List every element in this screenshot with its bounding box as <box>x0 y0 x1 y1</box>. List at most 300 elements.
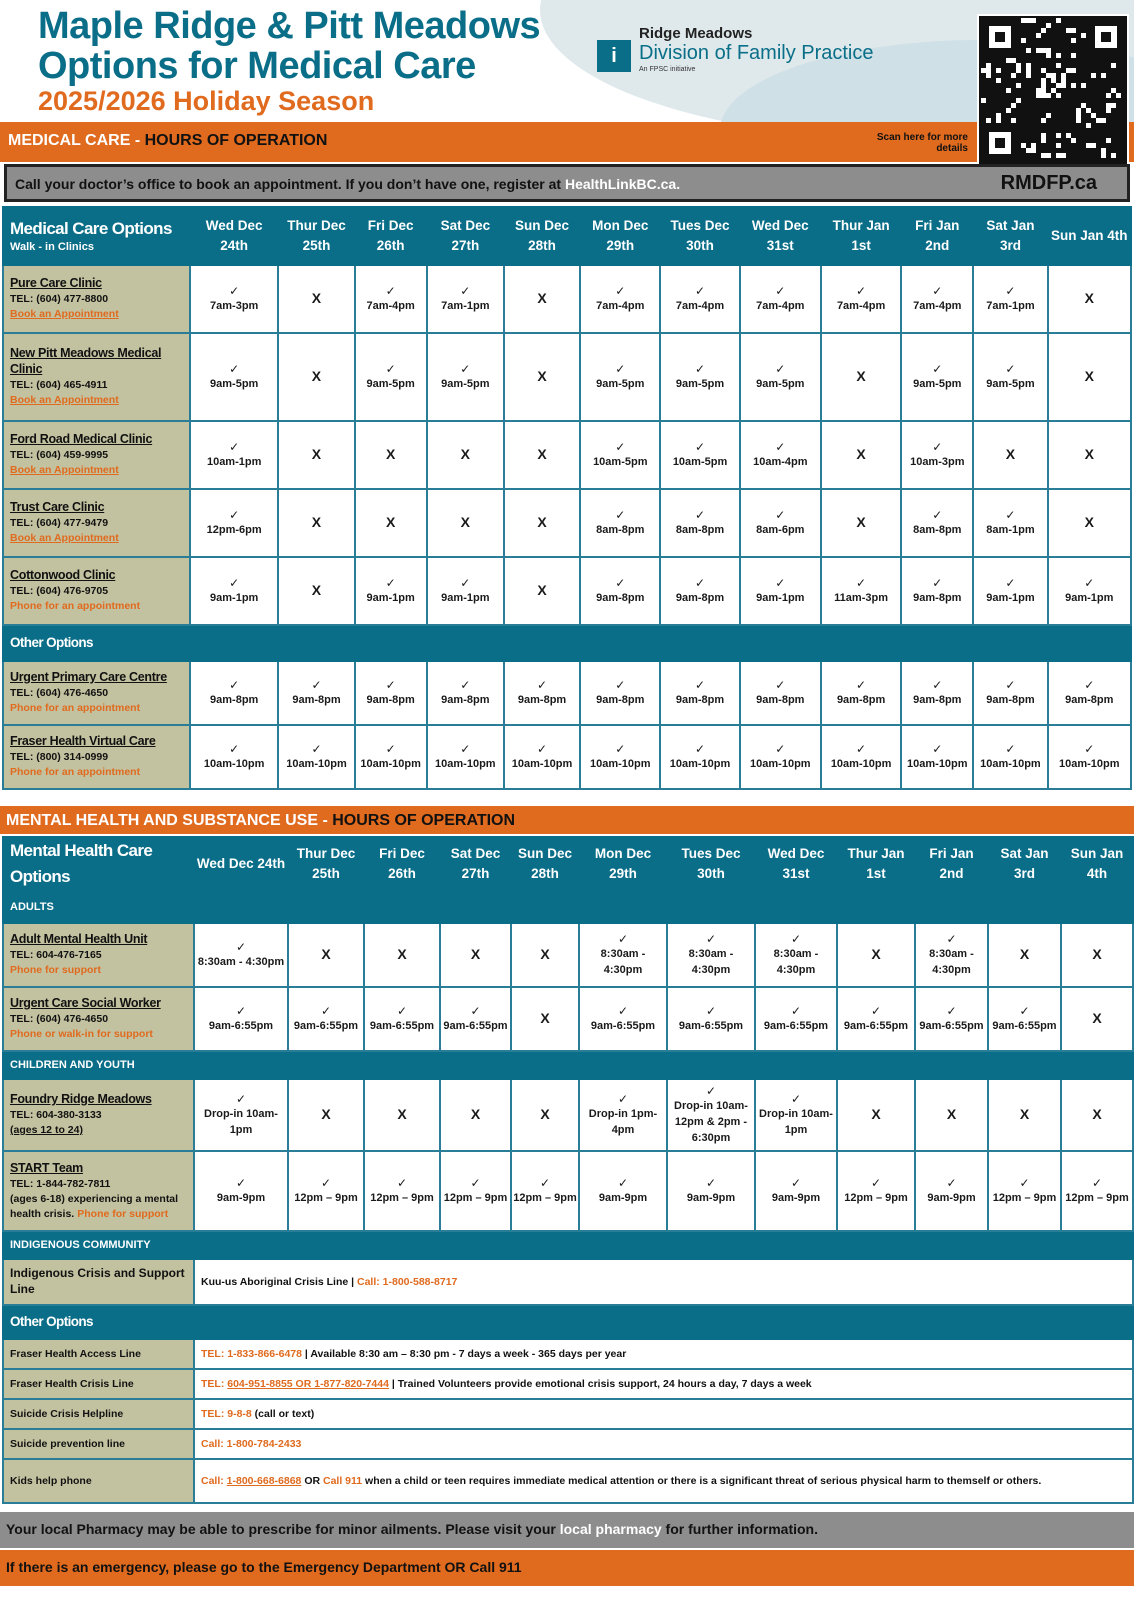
day-label: Fri Dec 26th <box>379 846 425 881</box>
hours-cell <box>194 923 288 987</box>
day-label: Mon Dec 29th <box>592 218 649 253</box>
book-appointment-link[interactable]: Phone or walk-in for support <box>10 1028 153 1040</box>
open-check-icon: ✓ <box>617 1004 629 1018</box>
day-header <box>580 207 660 265</box>
hours-text: 7am-4pm <box>913 300 962 312</box>
qr-module <box>1061 73 1066 78</box>
hours-text: 7am-1pm <box>986 300 1035 312</box>
closed-mark: X <box>1084 290 1094 306</box>
emergency-text: If there is an emergency, please go to the Emergency Department OR Call 911 <box>6 1559 522 1575</box>
qr-module <box>1021 143 1026 148</box>
hours-cell <box>440 1079 511 1151</box>
open-check-icon: ✓ <box>775 440 786 454</box>
service-name: Indigenous Crisis and Support Line <box>10 1266 185 1296</box>
qr-module <box>1101 153 1106 158</box>
hours-text: 12pm-6pm <box>206 524 262 536</box>
qr-module <box>1036 33 1041 38</box>
hours-cell <box>580 265 660 333</box>
qr-module <box>1076 113 1081 118</box>
qr-module <box>986 73 991 78</box>
hours-text: 9am-5pm <box>596 378 645 390</box>
day-label: Sun Jan 4th <box>1070 846 1124 881</box>
site-url[interactable]: RMDFP.ca <box>1000 172 1097 194</box>
table-header-row <box>3 207 1131 265</box>
qr-module <box>981 98 986 103</box>
hours-cell <box>511 1079 579 1151</box>
closed-mark: X <box>1084 446 1094 462</box>
open-check-icon: ✓ <box>385 362 396 376</box>
hours-cell <box>837 1151 915 1231</box>
day-label: Sun Dec 28th <box>517 846 572 881</box>
hours-cell <box>504 421 580 489</box>
clinic-name-link[interactable]: Urgent Primary Care Centre <box>10 670 167 684</box>
hours-cell <box>1061 1079 1133 1151</box>
phone-number: TEL: (604) 477-9479 <box>10 517 109 529</box>
hours-cell <box>901 725 973 789</box>
hours-text: 10am-5pm <box>593 456 648 468</box>
hours-text: 9am-8pm <box>292 694 341 706</box>
hours-cell <box>194 1079 288 1151</box>
qr-module <box>1046 23 1051 28</box>
hours-text: 9am-6:55pm <box>369 1020 435 1032</box>
day-label: Wed Dec 31st <box>767 846 825 881</box>
open-check-icon: ✓ <box>870 1004 882 1018</box>
closed-mark: X <box>1092 1106 1102 1122</box>
phone-number: TEL: (604) 459-9995 <box>10 449 109 461</box>
hours-cell <box>364 1151 440 1231</box>
phone-link[interactable]: TEL: 1-833-866-6478 <box>201 1347 302 1360</box>
hours-text: 10am-10pm <box>830 758 892 770</box>
table-row <box>3 1399 1133 1429</box>
open-check-icon: ✓ <box>705 1176 717 1190</box>
open-check-icon: ✓ <box>615 742 626 756</box>
qr-module <box>1011 118 1016 123</box>
page-title: Maple Ridge & Pitt Meadows <box>38 5 541 47</box>
hours-text: 9am-5pm <box>756 378 805 390</box>
banner-sublabel: HOURS OF OPERATION <box>144 132 328 149</box>
hours-cell <box>355 661 427 725</box>
qr-module <box>996 118 1001 123</box>
hours-cell <box>504 557 580 625</box>
hours-text: 8:30am - 4:30pm <box>600 948 646 976</box>
hours-cell <box>973 557 1047 625</box>
hours-cell <box>278 421 354 489</box>
hours-text: 10am-10pm <box>360 758 421 770</box>
clinic-label <box>3 557 190 625</box>
phone-link[interactable]: Call: 1-800-784-2433 <box>201 1437 302 1450</box>
hours-text: 12pm – 9pm <box>844 1192 908 1204</box>
call-doctor-bar <box>4 164 1130 202</box>
hours-text: 9am-6:55pm <box>763 1020 829 1032</box>
open-check-icon: ✓ <box>311 678 322 692</box>
other-options-heading <box>3 625 1131 661</box>
hours-text: 9am-8pm <box>517 694 567 706</box>
hours-cell <box>667 987 755 1051</box>
service-text: when a child or teen requires immediate medical attention or there is a significant threat of serious physical harm to themself or others. <box>362 1474 1042 1487</box>
closed-mark: X <box>537 290 547 306</box>
hours-cell <box>427 265 504 333</box>
pharmacy-text-post: for further information. <box>661 1521 818 1537</box>
closed-mark: X <box>1092 946 1102 962</box>
clinic-label <box>3 725 190 789</box>
hours-cell <box>580 661 660 725</box>
hours-cell <box>755 1151 837 1231</box>
hours-cell <box>511 1151 579 1231</box>
hours-text: 9am-8pm <box>596 694 645 706</box>
hours-cell <box>278 265 354 333</box>
options-heading-title: Medical Care Options <box>10 219 172 238</box>
hours-cell <box>355 265 427 333</box>
qr-module <box>1051 88 1056 93</box>
hours-cell <box>660 661 739 725</box>
hours-cell <box>901 489 973 557</box>
hours-cell <box>915 987 988 1051</box>
service-name: Fraser Health Crisis Line <box>10 1377 134 1390</box>
closed-mark: X <box>946 1106 957 1122</box>
qr-module <box>1116 93 1121 98</box>
hours-text: 9am-9pm <box>686 1192 736 1204</box>
support-link[interactable]: Phone for support <box>77 1207 169 1220</box>
service-details <box>194 1339 1133 1369</box>
book-appointment-link[interactable]: Phone for an appointment <box>10 702 141 714</box>
open-check-icon: ✓ <box>1005 576 1016 590</box>
book-appointment-link[interactable]: Phone for an appointment <box>10 600 141 612</box>
hours-cell <box>427 333 504 421</box>
hours-text: 10am-4pm <box>753 456 808 468</box>
day-header <box>988 837 1061 891</box>
call-doctor-message: Call your doctor’s office to book an appointment. If you don’t have one, register at <box>15 176 565 192</box>
hours-cell <box>427 661 504 725</box>
open-check-icon: ✓ <box>932 576 943 590</box>
closed-mark: X <box>871 946 881 962</box>
hours-cell <box>1048 333 1131 421</box>
day-header <box>364 837 440 891</box>
pharmacy-notice <box>0 1512 1134 1548</box>
open-check-icon: ✓ <box>790 1004 802 1018</box>
hours-cell <box>504 489 580 557</box>
clinic-name-link[interactable]: Trust Care Clinic <box>10 500 105 514</box>
qr-module <box>1056 63 1061 68</box>
clinic-name-link[interactable]: Adult Mental Health Unit <box>10 932 148 946</box>
open-check-icon: ✓ <box>856 678 867 692</box>
hours-cell <box>579 923 667 987</box>
closed-mark: X <box>311 368 322 384</box>
qr-module <box>1031 143 1036 148</box>
service-label <box>3 1369 194 1399</box>
hours-text: 9am-6:55pm <box>208 1020 274 1032</box>
hours-text: 7am-4pm <box>756 300 805 312</box>
hours-text: 12pm – 9pm <box>992 1192 1057 1204</box>
day-label: Fri Jan 2nd <box>915 218 960 253</box>
qr-module <box>1056 133 1061 138</box>
hours-cell <box>755 987 837 1051</box>
phone-link[interactable]: TEL: <box>201 1377 228 1390</box>
open-check-icon: ✓ <box>537 678 548 692</box>
open-check-icon: ✓ <box>615 678 626 692</box>
qr-module <box>1011 73 1016 78</box>
open-check-icon: ✓ <box>946 932 957 946</box>
open-check-icon: ✓ <box>1005 362 1016 376</box>
hours-text: 9am-9pm <box>771 1192 821 1204</box>
hours-text: 9am-6:55pm <box>678 1020 744 1032</box>
qr-module <box>1061 153 1066 158</box>
open-check-icon: ✓ <box>775 742 786 756</box>
open-check-icon: ✓ <box>320 1004 332 1018</box>
indigenous-heading <box>3 1231 1133 1259</box>
hours-cell <box>278 557 354 625</box>
open-check-icon: ✓ <box>460 742 471 756</box>
qr-module <box>1066 68 1071 73</box>
hours-cell <box>364 987 440 1051</box>
qr-module <box>1026 73 1031 78</box>
open-check-icon: ✓ <box>229 440 240 454</box>
page-subtitle: 2025/2026 Holiday Season <box>38 86 375 116</box>
qr-module <box>1046 113 1051 118</box>
hours-cell <box>660 421 739 489</box>
open-check-icon: ✓ <box>320 1176 332 1190</box>
hours-text: 9am-9pm <box>216 1192 266 1204</box>
hours-cell <box>190 489 278 557</box>
hours-text: 9am-1pm <box>210 592 259 604</box>
day-header <box>755 837 837 891</box>
service-description: (ages 6-18) experiencing a mental health crisis. <box>10 1192 179 1220</box>
hours-cell <box>511 923 579 987</box>
hours-cell <box>915 1151 988 1231</box>
hours-cell <box>190 557 278 625</box>
hours-cell <box>660 333 739 421</box>
open-check-icon: ✓ <box>695 508 706 522</box>
qr-module <box>1006 108 1011 113</box>
section-title: INDIGENOUS COMMUNITY <box>10 1239 151 1251</box>
hours-cell <box>278 489 354 557</box>
hours-cell <box>288 923 364 987</box>
table-row <box>3 1259 1133 1305</box>
hours-text: 7am-1pm <box>441 300 490 312</box>
phone-link[interactable]: 604-951-8855 OR 1-877-820-7444 <box>227 1377 389 1390</box>
hours-cell <box>580 489 660 557</box>
qr-module <box>1106 108 1111 113</box>
qr-module <box>1061 83 1066 88</box>
day-header <box>915 837 988 891</box>
hours-text: 9am-1pm <box>1065 592 1114 604</box>
open-check-icon: ✓ <box>235 1176 247 1190</box>
pharmacy-text <box>6 1521 818 1537</box>
clinic-name-link[interactable]: Fraser Health Virtual Care <box>10 734 156 748</box>
hours-cell <box>740 489 821 557</box>
open-check-icon: ✓ <box>539 1176 551 1190</box>
qr-module <box>1016 68 1021 73</box>
clinic-label <box>3 1151 194 1231</box>
table-row <box>3 265 1131 333</box>
closed-mark: X <box>537 446 547 462</box>
hours-cell <box>1061 923 1133 987</box>
service-label <box>3 1399 194 1429</box>
hours-text: 9am-8pm <box>986 694 1035 706</box>
emergency-notice <box>0 1550 1134 1586</box>
hours-cell <box>660 725 739 789</box>
hours-cell <box>821 725 901 789</box>
qr-module <box>1071 28 1076 33</box>
open-check-icon: ✓ <box>775 362 786 376</box>
hours-text: 7am-4pm <box>596 300 645 312</box>
hours-cell <box>504 265 580 333</box>
qr-module <box>1106 93 1111 98</box>
call-link[interactable]: Call: 1-800-588-8717 <box>356 1276 458 1288</box>
day-header <box>667 837 755 891</box>
hours-text: 9am-1pm <box>986 592 1035 604</box>
qr-module <box>1041 118 1046 123</box>
hours-text: 10am-10pm <box>1058 758 1120 770</box>
hours-text: 9am-6:55pm <box>443 1020 508 1032</box>
table-row <box>3 661 1131 725</box>
clinic-name-link[interactable]: Pure Care Clinic <box>10 276 102 290</box>
qr-module <box>986 68 991 73</box>
hours-text: 10am-10pm <box>286 758 347 770</box>
hours-cell <box>821 265 901 333</box>
day-label: Sun Dec 28th <box>515 218 570 253</box>
book-appointment-link[interactable]: Book an Appointment <box>10 394 119 406</box>
hours-cell <box>973 661 1047 725</box>
qr-module <box>1066 28 1071 33</box>
qr-module <box>1071 53 1076 58</box>
qr-module <box>1076 118 1081 123</box>
hours-text: 8:30am - 4:30pm <box>929 948 974 976</box>
closed-mark: X <box>540 946 550 962</box>
closed-mark: X <box>1084 368 1094 384</box>
open-check-icon: ✓ <box>705 932 717 946</box>
clinic-name-link[interactable]: Ford Road Medical Clinic <box>10 432 153 446</box>
hours-text: 11am-3pm <box>834 592 888 604</box>
qr-module <box>1021 38 1026 43</box>
open-check-icon: ✓ <box>235 940 247 954</box>
open-check-icon: ✓ <box>235 1004 247 1018</box>
clinic-label <box>3 489 190 557</box>
hours-text: 7am-3pm <box>210 300 259 312</box>
day-label: Tues Dec 30th <box>670 218 730 253</box>
hours-cell <box>973 421 1047 489</box>
open-check-icon: ✓ <box>775 284 786 298</box>
hours-text: 8am-8pm <box>913 524 962 536</box>
hours-text: 12pm – 9pm <box>294 1192 358 1204</box>
book-appointment-link[interactable]: Phone for support <box>10 964 101 976</box>
closed-mark: X <box>871 1106 881 1122</box>
open-check-icon: ✓ <box>615 508 626 522</box>
clinic-label <box>3 987 194 1051</box>
logo-tagline: An FPSC initiative <box>639 66 696 73</box>
table-row <box>3 1369 1133 1399</box>
section-title: ADULTS <box>10 901 54 913</box>
hours-cell <box>278 725 354 789</box>
day-header <box>440 837 511 891</box>
service-text: (call or text) <box>251 1407 315 1420</box>
table-row <box>3 333 1131 421</box>
qr-code-icon[interactable] <box>977 14 1129 166</box>
hours-text: 9am-6:55pm <box>590 1020 656 1032</box>
healthlinkbc-link[interactable]: HealthLinkBC.ca. <box>564 176 681 192</box>
open-check-icon: ✓ <box>856 284 867 298</box>
phone-link[interactable]: 1-800-668-6868 <box>226 1474 302 1487</box>
qr-module <box>995 138 1005 148</box>
qr-module <box>1071 138 1076 143</box>
phone-link[interactable]: TEL: 9-8-8 <box>201 1407 252 1420</box>
hours-text: 10am-10pm <box>907 758 968 770</box>
open-check-icon: ✓ <box>695 284 706 298</box>
book-appointment-link[interactable]: Phone for an appointment <box>10 766 141 778</box>
open-check-icon: ✓ <box>460 678 471 692</box>
hours-cell <box>194 1151 288 1231</box>
closed-mark: X <box>1084 514 1094 530</box>
call-link[interactable]: Call 911 <box>323 1474 363 1487</box>
clinic-name-link[interactable]: Urgent Care Social Worker <box>10 996 161 1010</box>
hours-cell <box>355 489 427 557</box>
options-heading <box>3 837 194 891</box>
open-check-icon: ✓ <box>695 678 706 692</box>
day-header <box>278 207 354 265</box>
hours-cell <box>901 265 973 333</box>
open-check-icon: ✓ <box>695 742 706 756</box>
hours-text: 8:30am - 4:30pm <box>197 956 285 968</box>
clinic-name-link[interactable]: New Pitt Meadows Medical Clinic <box>10 346 162 376</box>
local-pharmacy-link[interactable]: local pharmacy <box>559 1521 662 1537</box>
book-appointment-link[interactable]: Book an Appointment <box>10 532 119 544</box>
clinic-name-link[interactable]: Foundry Ridge Meadows <box>10 1092 152 1106</box>
hours-text: 10am-10pm <box>203 758 265 770</box>
phone-number: TEL: 604-476-7165 <box>10 949 102 961</box>
hours-text: 8am-8pm <box>675 524 725 536</box>
hours-cell <box>1048 489 1131 557</box>
clinic-name-link[interactable]: Cottonwood Clinic <box>10 568 116 582</box>
qr-module <box>1071 83 1076 88</box>
qr-module <box>995 32 1005 42</box>
open-check-icon: ✓ <box>695 362 706 376</box>
clinic-name-link[interactable]: START Team <box>10 1160 83 1175</box>
hours-cell <box>740 661 821 725</box>
hours-cell <box>837 987 915 1051</box>
book-appointment-link[interactable]: Book an Appointment <box>10 464 119 476</box>
hours-text: Drop-in 1pm-4pm <box>588 1108 658 1136</box>
closed-mark: X <box>537 514 547 530</box>
qr-module <box>1096 118 1101 123</box>
open-check-icon: ✓ <box>229 284 240 298</box>
hours-cell <box>288 987 364 1051</box>
qr-module <box>1111 103 1116 108</box>
hours-cell <box>740 725 821 789</box>
hours-cell <box>821 557 901 625</box>
day-label: Sun Jan 4th <box>1051 228 1128 243</box>
closed-mark: X <box>460 446 470 462</box>
hours-cell <box>740 421 821 489</box>
hours-cell <box>988 923 1061 987</box>
service-label <box>3 1259 194 1305</box>
table-row <box>3 725 1131 789</box>
table-row <box>3 1151 1133 1231</box>
clinic-label <box>3 265 190 333</box>
day-label: Fri Dec 26th <box>367 218 414 253</box>
hours-cell <box>1048 421 1131 489</box>
phone-link[interactable]: Call: <box>201 1474 227 1487</box>
closed-mark: X <box>470 1106 481 1122</box>
hours-cell <box>973 489 1047 557</box>
qr-module <box>1101 32 1111 42</box>
open-check-icon: ✓ <box>615 440 626 454</box>
qr-module <box>1046 153 1051 158</box>
open-check-icon: ✓ <box>229 678 240 692</box>
book-appointment-link[interactable]: Book an Appointment <box>10 308 119 320</box>
day-label: Sat Jan 3rd <box>1000 846 1049 881</box>
hours-text: 12pm – 9pm <box>443 1192 508 1204</box>
table-row <box>3 557 1131 625</box>
hours-text: 10am-5pm <box>672 456 728 468</box>
